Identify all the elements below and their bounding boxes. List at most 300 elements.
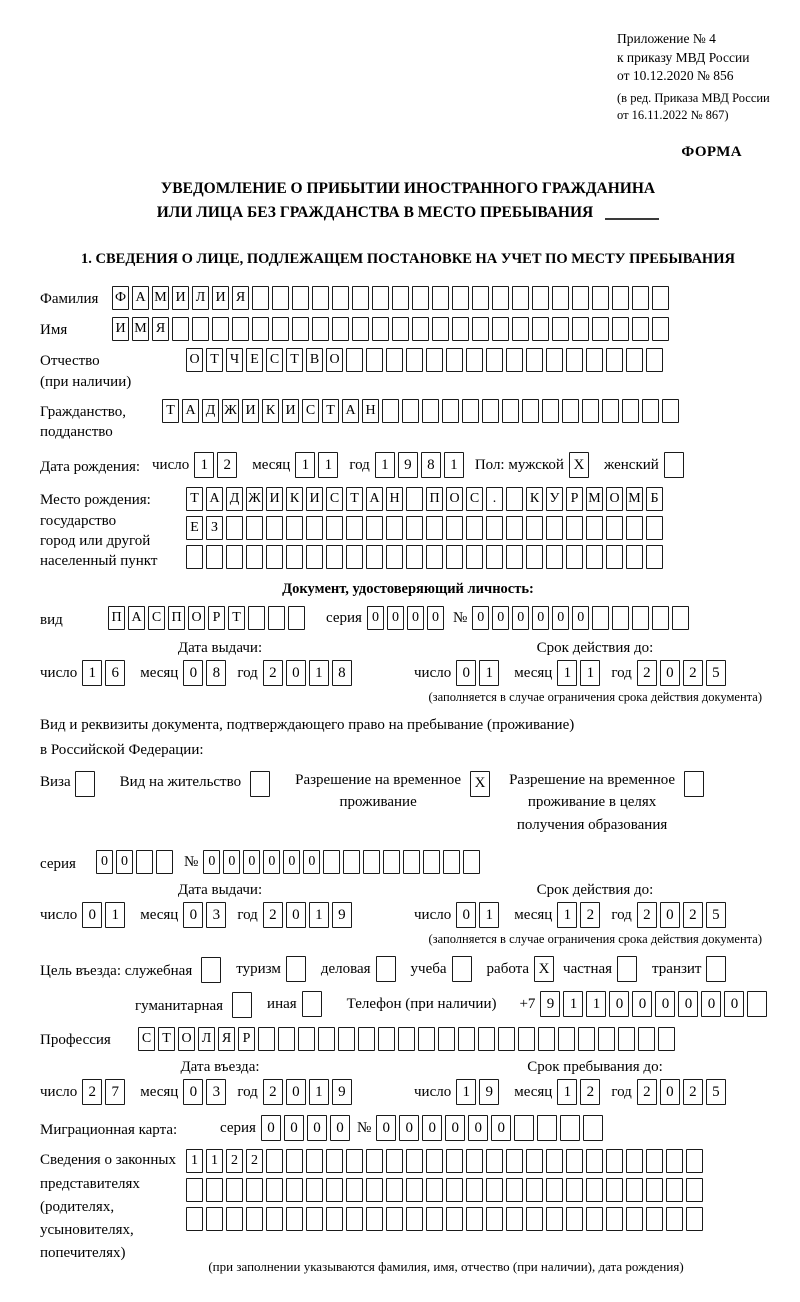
legal-rep-cell[interactable] [426, 1149, 443, 1173]
migration-number-cell[interactable]: 0 [399, 1115, 419, 1141]
doc-kind-cell[interactable] [288, 606, 305, 630]
legal-rep-cell[interactable] [526, 1178, 543, 1202]
birth-place-cell[interactable] [506, 487, 523, 511]
doc-kind-cell[interactable]: О [188, 606, 205, 630]
residence-permit-checkbox[interactable] [250, 771, 270, 797]
doc-number-cell[interactable]: 0 [532, 606, 549, 630]
legal-rep-cell[interactable] [366, 1149, 383, 1173]
stay-day-cell[interactable]: 1 [456, 1079, 476, 1105]
legal-rep-cell[interactable] [366, 1207, 383, 1231]
doc-series-cell[interactable]: 0 [407, 606, 424, 630]
legal-rep-cell[interactable] [606, 1149, 623, 1173]
legal-rep-cell[interactable] [306, 1207, 323, 1231]
name-cell[interactable] [592, 317, 609, 341]
citizenship-cell[interactable] [522, 399, 539, 423]
legal-rep-cell[interactable] [686, 1149, 703, 1173]
profession-cell[interactable] [398, 1027, 415, 1051]
name-cell[interactable] [632, 317, 649, 341]
permit-valid-day-cell[interactable]: 0 [456, 902, 476, 928]
doc-issue-month-cell[interactable]: 8 [206, 660, 226, 686]
legal-rep-cell[interactable] [646, 1178, 663, 1202]
name-cell[interactable] [392, 317, 409, 341]
citizenship-cell[interactable]: И [282, 399, 299, 423]
doc-issue-day-cell[interactable]: 1 [82, 660, 102, 686]
birth-place-cell[interactable] [286, 516, 303, 540]
permit-series-cell[interactable] [136, 850, 153, 874]
doc-kind-cell[interactable]: А [128, 606, 145, 630]
doc-issue-year-cell[interactable]: 8 [332, 660, 352, 686]
name-cell[interactable] [452, 317, 469, 341]
name-cell[interactable] [212, 317, 229, 341]
patronymic-cell[interactable]: О [326, 348, 343, 372]
patronymic-cell[interactable]: Т [206, 348, 223, 372]
legal-rep-cell[interactable] [286, 1207, 303, 1231]
birth-place-cell[interactable] [226, 516, 243, 540]
citizenship-cell[interactable]: Т [162, 399, 179, 423]
legal-rep-cell[interactable] [626, 1149, 643, 1173]
patronymic-cell[interactable] [426, 348, 443, 372]
legal-rep-cell[interactable] [386, 1178, 403, 1202]
legal-rep-cell[interactable] [326, 1207, 343, 1231]
legal-rep-cell[interactable] [326, 1149, 343, 1173]
permit-number-cell[interactable] [403, 850, 420, 874]
birth-place-cell[interactable] [486, 545, 503, 569]
phone-cell[interactable]: 0 [701, 991, 721, 1017]
birth-year-cell[interactable]: 1 [444, 452, 464, 478]
phone-cell[interactable]: 0 [678, 991, 698, 1017]
birth-place-cell[interactable] [366, 516, 383, 540]
legal-rep-cell[interactable] [306, 1178, 323, 1202]
birth-place-cell[interactable]: М [586, 487, 603, 511]
legal-rep-cell[interactable] [266, 1207, 283, 1231]
permit-number-cell[interactable] [323, 850, 340, 874]
name-cell[interactable]: Я [152, 317, 169, 341]
birth-place-cell[interactable] [446, 545, 463, 569]
name-cell[interactable] [252, 317, 269, 341]
name-cell[interactable] [172, 317, 189, 341]
birth-place-cell[interactable]: А [366, 487, 383, 511]
permit-number-cell[interactable]: 0 [283, 850, 300, 874]
surname-cell[interactable] [512, 286, 529, 310]
surname-cell[interactable] [632, 286, 649, 310]
citizenship-cell[interactable] [622, 399, 639, 423]
birth-place-cell[interactable] [606, 545, 623, 569]
birth-place-cell[interactable] [386, 516, 403, 540]
birth-place-cell[interactable]: . [486, 487, 503, 511]
birth-place-cell[interactable]: П [426, 487, 443, 511]
birth-place-cell[interactable] [406, 516, 423, 540]
patronymic-cell[interactable] [486, 348, 503, 372]
surname-cell[interactable] [392, 286, 409, 310]
birth-place-cell[interactable]: Е [186, 516, 203, 540]
permit-number-cell[interactable] [383, 850, 400, 874]
legal-rep-cell[interactable] [346, 1207, 363, 1231]
birth-place-cell[interactable]: Д [226, 487, 243, 511]
patronymic-cell[interactable] [586, 348, 603, 372]
legal-rep-cell[interactable] [446, 1207, 463, 1231]
doc-series-cell[interactable]: 0 [367, 606, 384, 630]
purpose-tourism-checkbox[interactable] [286, 956, 306, 982]
citizenship-cell[interactable] [542, 399, 559, 423]
surname-cell[interactable] [472, 286, 489, 310]
purpose-study-checkbox[interactable] [452, 956, 472, 982]
female-checkbox[interactable] [664, 452, 684, 478]
permit-issue-day-cell[interactable]: 0 [82, 902, 102, 928]
phone-cell[interactable]: 0 [655, 991, 675, 1017]
birth-place-cell[interactable]: К [286, 487, 303, 511]
profession-cell[interactable] [338, 1027, 355, 1051]
profession-cell[interactable] [538, 1027, 555, 1051]
profession-cell[interactable]: С [138, 1027, 155, 1051]
permit-valid-day-cell[interactable]: 1 [479, 902, 499, 928]
surname-cell[interactable] [372, 286, 389, 310]
stay-year-cell[interactable]: 2 [637, 1079, 657, 1105]
phone-cell[interactable]: 1 [586, 991, 606, 1017]
name-cell[interactable]: М [132, 317, 149, 341]
birth-place-cell[interactable] [526, 516, 543, 540]
doc-valid-month-cell[interactable]: 1 [580, 660, 600, 686]
birth-place-cell[interactable] [566, 516, 583, 540]
profession-cell[interactable]: Р [238, 1027, 255, 1051]
legal-rep-cell[interactable] [666, 1178, 683, 1202]
doc-kind-cell[interactable]: П [108, 606, 125, 630]
permit-series-cell[interactable] [156, 850, 173, 874]
birth-place-cell[interactable] [426, 545, 443, 569]
legal-rep-cell[interactable] [666, 1207, 683, 1231]
name-cell[interactable] [512, 317, 529, 341]
legal-rep-cell[interactable] [586, 1178, 603, 1202]
surname-cell[interactable] [272, 286, 289, 310]
birth-place-cell[interactable] [526, 545, 543, 569]
migration-series-cell[interactable]: 0 [330, 1115, 350, 1141]
birth-place-cell[interactable] [366, 545, 383, 569]
surname-cell[interactable] [432, 286, 449, 310]
citizenship-cell[interactable] [442, 399, 459, 423]
surname-cell[interactable] [572, 286, 589, 310]
legal-rep-cell[interactable] [666, 1149, 683, 1173]
birth-place-cell[interactable] [586, 545, 603, 569]
stay-month-cell[interactable]: 1 [557, 1079, 577, 1105]
doc-valid-year-cell[interactable]: 2 [637, 660, 657, 686]
doc-valid-day-cell[interactable]: 0 [456, 660, 476, 686]
legal-rep-cell[interactable] [206, 1178, 223, 1202]
birth-place-cell[interactable]: О [446, 487, 463, 511]
citizenship-cell[interactable]: Т [322, 399, 339, 423]
birth-place-cell[interactable]: Б [646, 487, 663, 511]
legal-rep-cell[interactable] [246, 1178, 263, 1202]
edu-permit-checkbox[interactable] [684, 771, 704, 797]
legal-rep-cell[interactable] [586, 1149, 603, 1173]
patronymic-cell[interactable]: Ч [226, 348, 243, 372]
birth-place-cell[interactable] [306, 516, 323, 540]
birth-place-cell[interactable] [406, 545, 423, 569]
birth-place-cell[interactable] [646, 516, 663, 540]
name-cell[interactable] [652, 317, 669, 341]
birth-place-cell[interactable] [466, 516, 483, 540]
profession-cell[interactable] [598, 1027, 615, 1051]
doc-number-cell[interactable] [612, 606, 629, 630]
surname-cell[interactable] [552, 286, 569, 310]
temp-permit-checkbox[interactable]: X [470, 771, 490, 797]
name-cell[interactable] [372, 317, 389, 341]
surname-cell[interactable]: Я [232, 286, 249, 310]
migration-number-cell[interactable]: 0 [422, 1115, 442, 1141]
surname-cell[interactable]: И [212, 286, 229, 310]
surname-cell[interactable] [592, 286, 609, 310]
birth-place-cell[interactable]: С [466, 487, 483, 511]
birth-place-cell[interactable] [346, 545, 363, 569]
citizenship-cell[interactable]: Н [362, 399, 379, 423]
permit-valid-month-cell[interactable]: 2 [580, 902, 600, 928]
legal-rep-cell[interactable] [306, 1149, 323, 1173]
legal-rep-cell[interactable] [406, 1207, 423, 1231]
birth-place-cell[interactable]: Ж [246, 487, 263, 511]
legal-rep-cell[interactable] [466, 1178, 483, 1202]
migration-number-cell[interactable] [514, 1115, 534, 1141]
citizenship-cell[interactable]: А [342, 399, 359, 423]
birth-day-cell[interactable]: 1 [194, 452, 214, 478]
birth-place-cell[interactable] [506, 516, 523, 540]
permit-number-cell[interactable]: 0 [303, 850, 320, 874]
legal-rep-cell[interactable] [266, 1178, 283, 1202]
doc-series-cell[interactable]: 0 [387, 606, 404, 630]
profession-cell[interactable]: О [178, 1027, 195, 1051]
doc-issue-year-cell[interactable]: 0 [286, 660, 306, 686]
birth-year-cell[interactable]: 9 [398, 452, 418, 478]
birth-place-cell[interactable] [646, 545, 663, 569]
entry-year-cell[interactable]: 2 [263, 1079, 283, 1105]
legal-rep-cell[interactable] [546, 1178, 563, 1202]
migration-number-cell[interactable]: 0 [491, 1115, 511, 1141]
doc-issue-month-cell[interactable]: 0 [183, 660, 203, 686]
birth-place-cell[interactable] [586, 516, 603, 540]
citizenship-cell[interactable]: К [262, 399, 279, 423]
birth-place-cell[interactable]: Т [346, 487, 363, 511]
legal-rep-cell[interactable] [506, 1149, 523, 1173]
permit-issue-day-cell[interactable]: 1 [105, 902, 125, 928]
legal-rep-cell[interactable] [626, 1207, 643, 1231]
permit-issue-year-cell[interactable]: 1 [309, 902, 329, 928]
permit-valid-year-cell[interactable]: 2 [683, 902, 703, 928]
birth-place-cell[interactable]: С [326, 487, 343, 511]
patronymic-cell[interactable] [446, 348, 463, 372]
birth-place-cell[interactable] [606, 516, 623, 540]
permit-issue-year-cell[interactable]: 2 [263, 902, 283, 928]
doc-valid-year-cell[interactable]: 2 [683, 660, 703, 686]
birth-place-cell[interactable] [326, 545, 343, 569]
patronymic-cell[interactable]: Е [246, 348, 263, 372]
birth-place-cell[interactable] [626, 545, 643, 569]
legal-rep-cell[interactable] [406, 1178, 423, 1202]
profession-cell[interactable] [498, 1027, 515, 1051]
legal-rep-cell[interactable] [406, 1149, 423, 1173]
doc-number-cell[interactable] [592, 606, 609, 630]
phone-cell[interactable]: 0 [724, 991, 744, 1017]
legal-rep-cell[interactable] [506, 1207, 523, 1231]
doc-valid-day-cell[interactable]: 1 [479, 660, 499, 686]
legal-rep-cell[interactable] [626, 1178, 643, 1202]
birth-place-cell[interactable]: А [206, 487, 223, 511]
legal-rep-cell[interactable] [506, 1178, 523, 1202]
doc-issue-day-cell[interactable]: 6 [105, 660, 125, 686]
purpose-private-checkbox[interactable] [617, 956, 637, 982]
surname-cell[interactable] [312, 286, 329, 310]
patronymic-cell[interactable]: Т [286, 348, 303, 372]
permit-number-cell[interactable] [423, 850, 440, 874]
birth-place-cell[interactable] [346, 516, 363, 540]
migration-number-cell[interactable] [537, 1115, 557, 1141]
legal-rep-cell[interactable] [546, 1149, 563, 1173]
citizenship-cell[interactable]: А [182, 399, 199, 423]
citizenship-cell[interactable] [582, 399, 599, 423]
surname-cell[interactable] [292, 286, 309, 310]
birth-place-cell[interactable]: Т [186, 487, 203, 511]
birth-place-cell[interactable] [546, 545, 563, 569]
legal-rep-cell[interactable] [686, 1207, 703, 1231]
patronymic-cell[interactable]: В [306, 348, 323, 372]
legal-rep-cell[interactable] [426, 1178, 443, 1202]
doc-valid-year-cell[interactable]: 0 [660, 660, 680, 686]
surname-cell[interactable]: Л [192, 286, 209, 310]
name-cell[interactable] [472, 317, 489, 341]
doc-kind-cell[interactable] [248, 606, 265, 630]
legal-rep-cell[interactable] [566, 1178, 583, 1202]
entry-day-cell[interactable]: 2 [82, 1079, 102, 1105]
birth-day-cell[interactable]: 2 [217, 452, 237, 478]
birth-place-cell[interactable] [566, 545, 583, 569]
legal-rep-cell[interactable] [526, 1149, 543, 1173]
surname-cell[interactable] [492, 286, 509, 310]
doc-kind-cell[interactable] [268, 606, 285, 630]
doc-issue-year-cell[interactable]: 2 [263, 660, 283, 686]
name-cell[interactable] [612, 317, 629, 341]
legal-rep-cell[interactable] [266, 1149, 283, 1173]
migration-number-cell[interactable]: 0 [468, 1115, 488, 1141]
surname-cell[interactable] [612, 286, 629, 310]
name-cell[interactable] [192, 317, 209, 341]
doc-number-cell[interactable]: 0 [572, 606, 589, 630]
birth-place-cell[interactable]: К [526, 487, 543, 511]
name-cell[interactable] [292, 317, 309, 341]
profession-cell[interactable] [518, 1027, 535, 1051]
stay-month-cell[interactable]: 2 [580, 1079, 600, 1105]
permit-issue-month-cell[interactable]: 0 [183, 902, 203, 928]
name-cell[interactable] [232, 317, 249, 341]
surname-cell[interactable]: М [152, 286, 169, 310]
patronymic-cell[interactable] [366, 348, 383, 372]
citizenship-cell[interactable] [382, 399, 399, 423]
patronymic-cell[interactable] [626, 348, 643, 372]
migration-series-cell[interactable]: 0 [307, 1115, 327, 1141]
purpose-transit-checkbox[interactable] [706, 956, 726, 982]
surname-cell[interactable] [352, 286, 369, 310]
legal-rep-cell[interactable] [646, 1207, 663, 1231]
doc-kind-cell[interactable]: С [148, 606, 165, 630]
citizenship-cell[interactable]: Д [202, 399, 219, 423]
permit-number-cell[interactable] [343, 850, 360, 874]
birth-place-cell[interactable]: У [546, 487, 563, 511]
doc-number-cell[interactable]: 0 [492, 606, 509, 630]
permit-number-cell[interactable]: 0 [243, 850, 260, 874]
birth-place-cell[interactable]: И [306, 487, 323, 511]
birth-place-cell[interactable] [186, 545, 203, 569]
profession-cell[interactable] [358, 1027, 375, 1051]
legal-rep-cell[interactable]: 1 [206, 1149, 223, 1173]
legal-rep-cell[interactable] [286, 1149, 303, 1173]
migration-series-cell[interactable]: 0 [284, 1115, 304, 1141]
phone-cell[interactable] [747, 991, 767, 1017]
legal-rep-cell[interactable] [346, 1149, 363, 1173]
legal-rep-cell[interactable]: 2 [246, 1149, 263, 1173]
legal-rep-cell[interactable] [346, 1178, 363, 1202]
legal-rep-cell[interactable] [246, 1207, 263, 1231]
legal-rep-cell[interactable] [386, 1149, 403, 1173]
patronymic-cell[interactable] [566, 348, 583, 372]
legal-rep-cell[interactable] [486, 1207, 503, 1231]
legal-rep-cell[interactable] [446, 1178, 463, 1202]
birth-place-cell[interactable]: Н [386, 487, 403, 511]
doc-issue-year-cell[interactable]: 1 [309, 660, 329, 686]
birth-month-cell[interactable]: 1 [295, 452, 315, 478]
legal-rep-cell[interactable] [366, 1178, 383, 1202]
profession-cell[interactable] [458, 1027, 475, 1051]
migration-number-cell[interactable]: 0 [376, 1115, 396, 1141]
stay-year-cell[interactable]: 0 [660, 1079, 680, 1105]
citizenship-cell[interactable] [502, 399, 519, 423]
birth-place-cell[interactable]: И [266, 487, 283, 511]
permit-series-cell[interactable]: 0 [96, 850, 113, 874]
birth-year-cell[interactable]: 8 [421, 452, 441, 478]
birth-place-cell[interactable] [626, 516, 643, 540]
birth-place-cell[interactable] [426, 516, 443, 540]
birth-year-cell[interactable]: 1 [375, 452, 395, 478]
birth-place-cell[interactable] [506, 545, 523, 569]
legal-rep-cell[interactable] [326, 1178, 343, 1202]
citizenship-cell[interactable] [462, 399, 479, 423]
legal-rep-cell[interactable] [486, 1149, 503, 1173]
permit-number-cell[interactable]: 0 [263, 850, 280, 874]
entry-month-cell[interactable]: 0 [183, 1079, 203, 1105]
surname-cell[interactable]: А [132, 286, 149, 310]
citizenship-cell[interactable]: И [242, 399, 259, 423]
profession-cell[interactable] [578, 1027, 595, 1051]
doc-kind-cell[interactable]: Т [228, 606, 245, 630]
birth-place-cell[interactable] [406, 487, 423, 511]
permit-number-cell[interactable]: 0 [203, 850, 220, 874]
patronymic-cell[interactable] [406, 348, 423, 372]
name-cell[interactable] [532, 317, 549, 341]
profession-cell[interactable] [278, 1027, 295, 1051]
birth-place-cell[interactable] [246, 516, 263, 540]
surname-cell[interactable]: Ф [112, 286, 129, 310]
legal-rep-cell[interactable] [606, 1207, 623, 1231]
patronymic-cell[interactable] [526, 348, 543, 372]
doc-number-cell[interactable]: 0 [552, 606, 569, 630]
permit-number-cell[interactable] [363, 850, 380, 874]
surname-cell[interactable] [412, 286, 429, 310]
birth-place-cell[interactable] [486, 516, 503, 540]
profession-cell[interactable] [378, 1027, 395, 1051]
patronymic-cell[interactable] [546, 348, 563, 372]
legal-rep-cell[interactable] [466, 1207, 483, 1231]
name-cell[interactable] [312, 317, 329, 341]
name-cell[interactable] [552, 317, 569, 341]
migration-number-cell[interactable] [583, 1115, 603, 1141]
profession-cell[interactable] [618, 1027, 635, 1051]
doc-number-cell[interactable] [672, 606, 689, 630]
citizenship-cell[interactable]: Ж [222, 399, 239, 423]
phone-cell[interactable]: 1 [563, 991, 583, 1017]
